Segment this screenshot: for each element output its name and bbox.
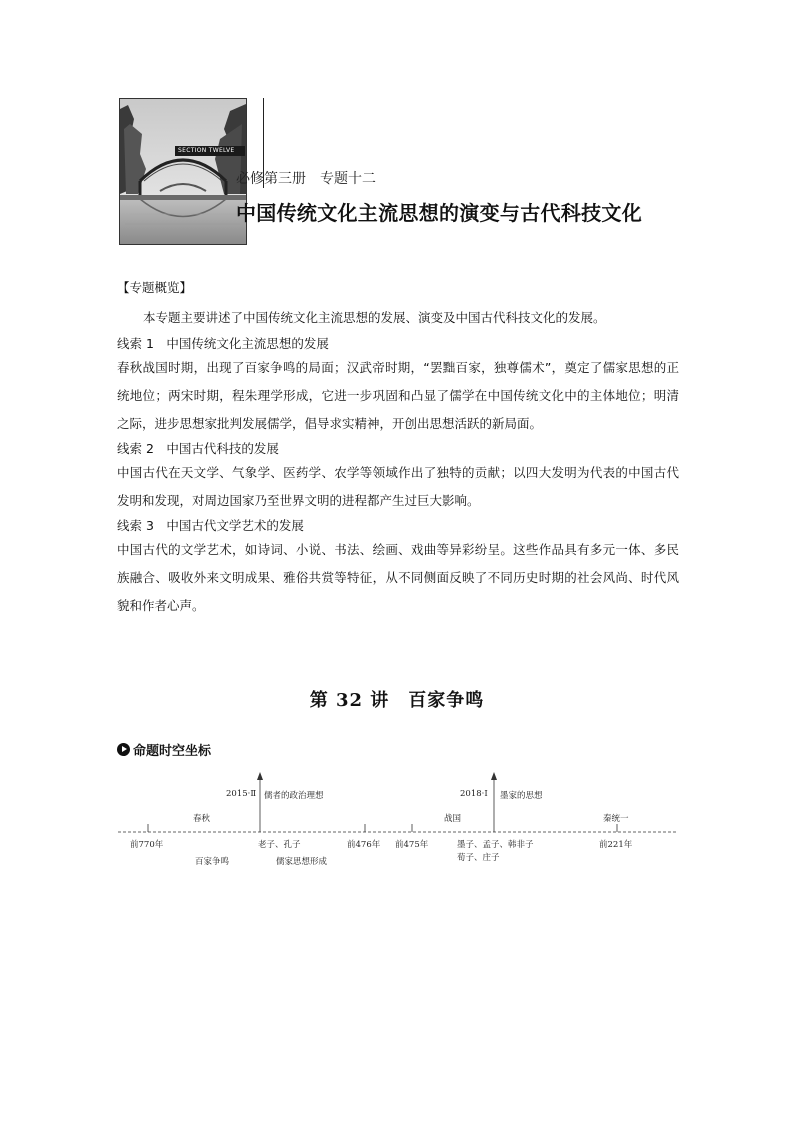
note-xunzi: 荀子、庄子 [457,853,500,863]
lecture-title: 第 32 讲 百家争鸣 [309,690,485,711]
overview-label: 【专题概览】 [117,280,193,295]
clue-1-heading: 线索 1 中国传统文化主流思想的发展 [117,336,329,351]
note-rujia: 儒家思想形成 [276,857,328,867]
subtitle: 必修第三册 专题十二 [236,171,376,187]
clue-3-text: 中国古代的文学艺术，如诗词、小说、书法、绘画、戏曲等异彩纷呈。这些作品具有多元一体、多民族融合、吸收外来文明成果、雅俗共赏等特征，从不同侧面反映了不同历史时期的社会风尚、时代风貌和作者心声。 [117,542,679,613]
clue-2-text: 中国古代在天文学、气象学、医药学、农学等领域作出了独特的贡献；以四大发明为代表的中国古代发明和发现，对周边国家乃至世界文明的进程都产生过巨大影响。 [117,465,679,508]
period-zhanguo: 战国 [444,814,462,824]
bridge-photo-image [120,99,246,244]
clue-list [117,332,679,620]
exam-2-topic: 墨家的思想 [500,791,543,801]
exam-2-year: 2018·Ⅰ [460,789,488,799]
exam-2-arrow-head [491,772,497,780]
page-title: 中国传统文化主流思想的演变与古代科技文化 [236,201,642,225]
cover-photo [119,98,247,245]
exam-1-arrow-head [257,772,263,780]
exam-1-year: 2015·Ⅱ [226,789,257,799]
note-baijia: 百家争鸣 [195,857,230,867]
exam-1-topic: 儒者的政治理想 [264,791,324,801]
section-tag: SECTION TWELVE [175,146,245,156]
date-770: 前770年 [130,840,164,850]
overview-intro: 本专题主要讲述了中国传统文化主流思想的发展、演变及中国古代科技文化的发展。 [143,310,606,325]
clue-3-heading: 线索 3 中国古代文学艺术的发展 [117,518,304,533]
period-chunqiu: 春秋 [193,814,211,824]
note-laozi: 老子、孔子 [258,840,301,850]
date-221: 前221年 [599,840,633,850]
coord-heading-label: 命题时空坐标 [133,744,212,759]
play-circle-icon [117,743,130,756]
clue-2-heading: 线索 2 中国古代科技的发展 [117,441,279,456]
period-qin: 秦统一 [603,814,629,824]
date-475: 前475年 [395,840,429,850]
clue-1-text: 春秋战国时期，出现了百家争鸣的局面；汉武帝时期，“罢黜百家，独尊儒术”，奠定了儒家思想的正统地位；两宋时期，程朱理学形成，它进一步巩固和凸显了儒学在中国传统文化中的主体地位；明清之际，进步思想家批判发展儒学，倡导求实精神，开创出思想活跃的新局面。 [117,360,679,431]
coord-heading [117,740,211,759]
note-mozi: 墨子、孟子、韩非子 [457,840,534,850]
date-476: 前476年 [347,840,381,850]
